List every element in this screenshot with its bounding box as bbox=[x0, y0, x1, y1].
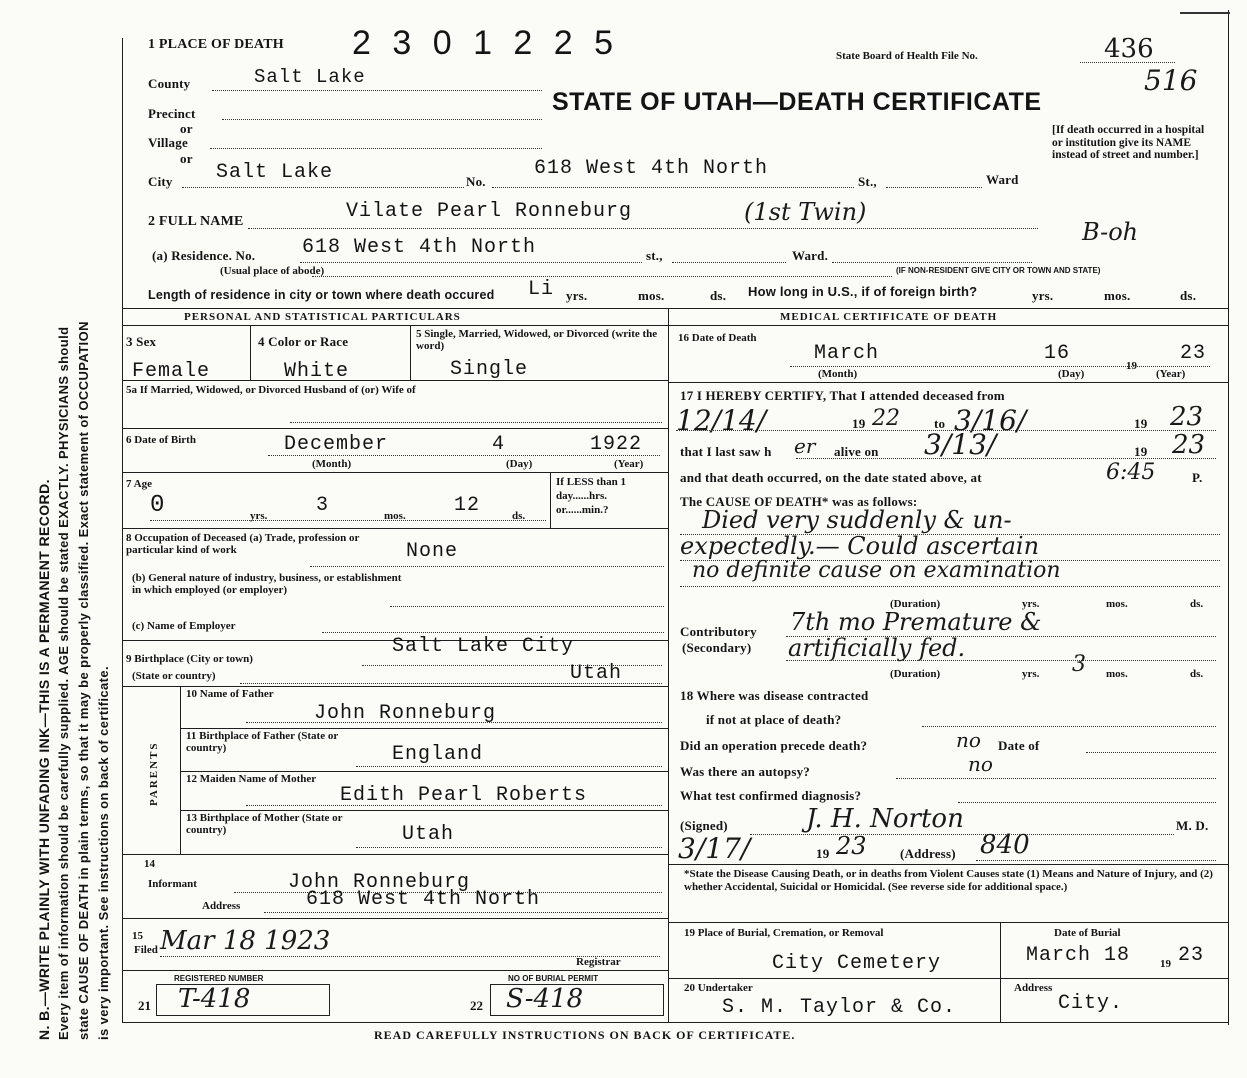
death-time-suffix: P. bbox=[1192, 470, 1203, 485]
full-name-value: Vilate Pearl Ronneburg bbox=[346, 200, 633, 223]
dob-label: 6 Date of Birth bbox=[126, 434, 196, 446]
death-time: 6:45 bbox=[1106, 460, 1156, 485]
birthplace-state-label: (State or country) bbox=[132, 670, 216, 682]
from-year-prefix: 19 bbox=[852, 416, 866, 431]
informant-address-label: Address bbox=[202, 900, 241, 912]
duration-label-2: (Duration) bbox=[890, 668, 941, 680]
saw-value: er bbox=[794, 434, 816, 458]
contributory-duration: 3 bbox=[1072, 652, 1086, 677]
side-mark: B-oh bbox=[1082, 218, 1139, 246]
undertaker-label: 20 Undertaker bbox=[684, 982, 753, 994]
undertaker-value: S. M. Taylor & Co. bbox=[722, 996, 957, 1019]
duration-ds-2: ds. bbox=[1190, 668, 1204, 680]
attended-to: 3/16/ bbox=[954, 404, 1027, 437]
operation-value: no bbox=[956, 728, 981, 752]
age-mos-caption: mos. bbox=[384, 510, 406, 522]
registered-number: T-418 bbox=[178, 984, 251, 1014]
burial-place: City Cemetery bbox=[772, 952, 942, 975]
mother-value: Edith Pearl Roberts bbox=[340, 784, 588, 807]
q18-label: 18 Where was disease contracted bbox=[680, 688, 869, 703]
dob-month-caption: (Month) bbox=[312, 458, 352, 470]
length-value: Li bbox=[528, 278, 555, 301]
street-value: 618 West 4th North bbox=[534, 157, 769, 180]
undertaker-address: City. bbox=[1058, 992, 1124, 1015]
marital-value: Single bbox=[450, 358, 529, 381]
or-label-1: or bbox=[180, 121, 193, 136]
attended-from: 12/14/ bbox=[676, 404, 767, 437]
filed-value: Mar 18 1923 bbox=[160, 926, 331, 956]
age-yrs-caption: yrs. bbox=[250, 510, 268, 522]
dob-month: December bbox=[284, 433, 389, 456]
cause-label: The CAUSE OF DEATH* was as follows: bbox=[680, 494, 918, 509]
abode-label: (Usual place of abode) bbox=[220, 265, 325, 277]
spouse-label: 5a If Married, Widowed, or Divorced Husband of (or) Wife of bbox=[126, 384, 416, 396]
dob-day-caption: (Day) bbox=[506, 458, 533, 470]
hospital-note: [If death occurred in a hospital or institution give its NAME instead of street and number.] bbox=[1052, 124, 1205, 161]
mother-label: 12 Maiden Name of Mother bbox=[186, 773, 317, 785]
precinct-label: Precinct bbox=[148, 106, 196, 121]
city-value: Salt Lake bbox=[216, 161, 334, 184]
to-year-prefix: 19 bbox=[1134, 416, 1148, 431]
contributory-line-2: artificially fed. bbox=[788, 634, 966, 662]
registrar-label: Registrar bbox=[576, 956, 621, 968]
color-label: 4 Color or Race bbox=[258, 334, 349, 349]
duration-label-1: (Duration) bbox=[890, 598, 941, 610]
contributory-label: Contributory bbox=[680, 624, 757, 639]
us-ds: ds. bbox=[1180, 288, 1197, 303]
undertaker-address-label: Address bbox=[1014, 982, 1053, 994]
registered-number-label: REGISTERED NUMBER bbox=[174, 974, 264, 983]
dod-month-caption: (Month) bbox=[818, 368, 858, 380]
age-years: 0 bbox=[150, 492, 166, 519]
q18-label-2: if not at place of death? bbox=[706, 712, 842, 727]
duration-mos-2: mos. bbox=[1106, 668, 1128, 680]
father-birthplace-label: 11 Birthplace of Father (State or country) bbox=[186, 730, 339, 754]
residence-st-label: st., bbox=[646, 248, 663, 263]
dod-day-caption: (Day) bbox=[1058, 368, 1085, 380]
sex-label: 3 Sex bbox=[126, 334, 157, 349]
dod-label: 16 Date of Death bbox=[678, 332, 757, 344]
item-14: 14 bbox=[144, 858, 155, 870]
village-label: Village bbox=[148, 135, 188, 150]
age-label: 7 Age bbox=[126, 478, 152, 490]
industry-label: (b) General nature of industry, business, or establishment in which employed (or employer) bbox=[132, 572, 402, 596]
birthplace-label: 9 Birthplace (City or town) bbox=[126, 653, 253, 665]
age-months: 3 bbox=[316, 494, 330, 517]
signed-address: 840 bbox=[980, 830, 1030, 860]
duration-mos-1: mos. bbox=[1106, 598, 1128, 610]
alive-year: 23 bbox=[1172, 430, 1206, 460]
place-of-death-label: 1 PLACE OF DEATH bbox=[148, 37, 284, 52]
burial-date: March 18 bbox=[1026, 944, 1131, 967]
md-label: M. D. bbox=[1176, 818, 1209, 833]
signed-year-prefix: 19 bbox=[816, 846, 830, 861]
dod-day: 16 bbox=[1044, 342, 1071, 365]
duration-ds-1: ds. bbox=[1190, 598, 1204, 610]
operation-label: Did an operation precede death? bbox=[680, 738, 868, 753]
ward-label: Ward bbox=[986, 172, 1019, 187]
signature: J. H. Norton bbox=[806, 804, 964, 834]
informant-label: Informant bbox=[148, 878, 197, 890]
mother-birthplace-label: 13 Birthplace of Mother (State or country) bbox=[186, 812, 343, 836]
residence-label: (a) Residence. No. bbox=[152, 248, 256, 263]
city-label: City bbox=[148, 174, 173, 189]
employer-label: (c) Name of Employer bbox=[132, 620, 236, 632]
marital-label: 5 Single, Married, Widowed, or Divorced (write the word) bbox=[416, 328, 658, 352]
item-21: 21 bbox=[138, 998, 151, 1013]
autopsy-label: Was there an autopsy? bbox=[680, 764, 811, 779]
burial-permit: S-418 bbox=[506, 984, 584, 1014]
full-name-label: 2 FULL NAME bbox=[148, 214, 244, 229]
certify-label: 17 I HEREBY CERTIFY, That I attended deceased from bbox=[680, 388, 1005, 403]
birth-city: Salt Lake City bbox=[392, 635, 575, 658]
twin-note: (1st Twin) bbox=[744, 198, 867, 226]
occupation-label: 8 Occupation of Deceased (a) Trade, profession or particular kind of work bbox=[126, 532, 360, 556]
county-label: County bbox=[148, 76, 191, 91]
sex-value: Female bbox=[132, 360, 211, 383]
signed-label: (Signed) bbox=[680, 818, 728, 833]
dod-year: 23 bbox=[1180, 342, 1207, 365]
duration-yrs-1: yrs. bbox=[1022, 598, 1040, 610]
informant-address: 618 West 4th North bbox=[306, 888, 541, 911]
side-note-1: N. B.—WRITE PLAINLY WITH UNFADING INK—THIS IS A PERMANENT RECORD. bbox=[36, 479, 52, 1040]
attended-from-year: 22 bbox=[872, 406, 900, 431]
age-days: 12 bbox=[454, 494, 481, 517]
birth-state: Utah bbox=[570, 662, 623, 685]
dod-year-caption: (Year) bbox=[1156, 368, 1186, 380]
item-15: 15 bbox=[132, 930, 143, 942]
signed-date: 3/17/ bbox=[678, 832, 751, 865]
alive-date: 3/13/ bbox=[924, 428, 997, 461]
dod-year-prefix: 19 bbox=[1126, 360, 1137, 372]
father-birthplace-value: England bbox=[392, 743, 484, 766]
burial-year-prefix: 19 bbox=[1160, 958, 1171, 970]
alive-year-prefix: 19 bbox=[1134, 444, 1148, 459]
item-22: 22 bbox=[470, 998, 483, 1013]
test-label: What test confirmed diagnosis? bbox=[680, 788, 862, 803]
duration-yrs-2: yrs. bbox=[1022, 668, 1040, 680]
side-note-4: is very important. See instructions on back of certificate. bbox=[96, 666, 111, 1040]
signed-year: 23 bbox=[836, 832, 867, 860]
saw-label: that I last saw h bbox=[680, 444, 772, 459]
occurred-label: and that death occurred, on the date stated above, at bbox=[680, 470, 982, 485]
personal-heading: PERSONAL AND STATISTICAL PARTICULARS bbox=[184, 311, 461, 323]
file-no-label: State Board of Health File No. bbox=[836, 50, 978, 62]
mother-birthplace-value: Utah bbox=[402, 823, 455, 846]
county-value: Salt Lake bbox=[254, 66, 366, 88]
cause-line-3: no definite cause on examination bbox=[692, 558, 1061, 583]
st-label: St., bbox=[858, 174, 877, 189]
parents-label: PARENTS bbox=[148, 741, 160, 806]
father-value: John Ronneburg bbox=[314, 702, 497, 725]
residence-ward-label: Ward. bbox=[792, 248, 829, 263]
length-label: Length of residence in city or town where death occured bbox=[148, 288, 495, 302]
medical-heading: MEDICAL CERTIFICATE OF DEATH bbox=[780, 311, 998, 323]
length-mos: mos. bbox=[638, 288, 665, 303]
autopsy-value: no bbox=[968, 752, 993, 776]
date-of-label: Date of bbox=[998, 738, 1040, 753]
stamp-number: 2 3 0 1 2 2 5 bbox=[352, 24, 620, 62]
dob-day: 4 bbox=[492, 433, 506, 456]
age-ds-caption: ds. bbox=[512, 510, 526, 522]
side-note-3: state CAUSE OF DEATH in plain terms, so that it may be properly classified. Exact statement of OCCUPATION bbox=[76, 321, 91, 1040]
residence-value: 618 West 4th North bbox=[302, 236, 537, 259]
filed-label: Filed bbox=[134, 944, 158, 956]
no-label: No. bbox=[466, 174, 486, 189]
color-value: White bbox=[284, 360, 350, 383]
cause-line-1: Died very suddenly & un- bbox=[702, 506, 1012, 534]
occupation-value: None bbox=[406, 540, 459, 563]
us-label: How long in U.S., if of foreign birth? bbox=[748, 284, 978, 299]
us-mos: mos. bbox=[1104, 288, 1131, 303]
burial-year: 23 bbox=[1178, 944, 1205, 967]
certificate-title: STATE OF UTAH—DEATH CERTIFICATE bbox=[552, 88, 1042, 116]
nonresident-note: (IF NON-RESIDENT GIVE CITY OR TOWN AND STATE) bbox=[896, 266, 1101, 275]
burial-place-label: 19 Place of Burial, Cremation, or Removal bbox=[684, 927, 884, 939]
dob-year: 1922 bbox=[590, 433, 643, 456]
attended-to-year: 23 bbox=[1170, 402, 1204, 432]
secondary-label: (Secondary) bbox=[682, 640, 752, 655]
burial-permit-label: NO OF BURIAL PERMIT bbox=[508, 974, 599, 983]
footer-instructions: READ CAREFULLY INSTRUCTIONS ON BACK OF CERTIFICATE. bbox=[374, 1028, 796, 1042]
father-label: 10 Name of Father bbox=[186, 688, 274, 700]
length-ds: ds. bbox=[710, 288, 727, 303]
cause-line-2: expectedly.— Could ascertain bbox=[680, 532, 1040, 560]
cause-note: *State the Disease Causing Death, or in deaths from Violent Causes state (1) Means and Nature of Injury, and (2) whether Accidental, Suicidal or Homicidal. (See reverse side for additional space.) bbox=[684, 868, 1213, 893]
dod-month: March bbox=[814, 342, 880, 365]
informant-value: John Ronneburg bbox=[288, 871, 471, 894]
file-no-handwritten: 516 bbox=[1144, 64, 1198, 97]
burial-date-label: Date of Burial bbox=[1054, 927, 1121, 939]
us-yrs: yrs. bbox=[1032, 288, 1054, 303]
side-note-2: Every item of information should be carefully supplied. AGE should be stated EXACTLY. PHYSICIANS should bbox=[56, 326, 71, 1040]
length-yrs: yrs. bbox=[566, 288, 588, 303]
file-no: 436 bbox=[1104, 34, 1154, 64]
to-label: to bbox=[934, 416, 946, 431]
dob-year-caption: (Year) bbox=[614, 458, 644, 470]
or-label-2: or bbox=[180, 151, 193, 166]
alive-label: alive on bbox=[834, 444, 879, 459]
less-than-label: If LESS than 1 day......hrs. or......min.? bbox=[556, 476, 627, 516]
contributory-line-1: 7th mo Premature & bbox=[790, 608, 1042, 636]
signed-address-label: (Address) bbox=[900, 846, 956, 861]
